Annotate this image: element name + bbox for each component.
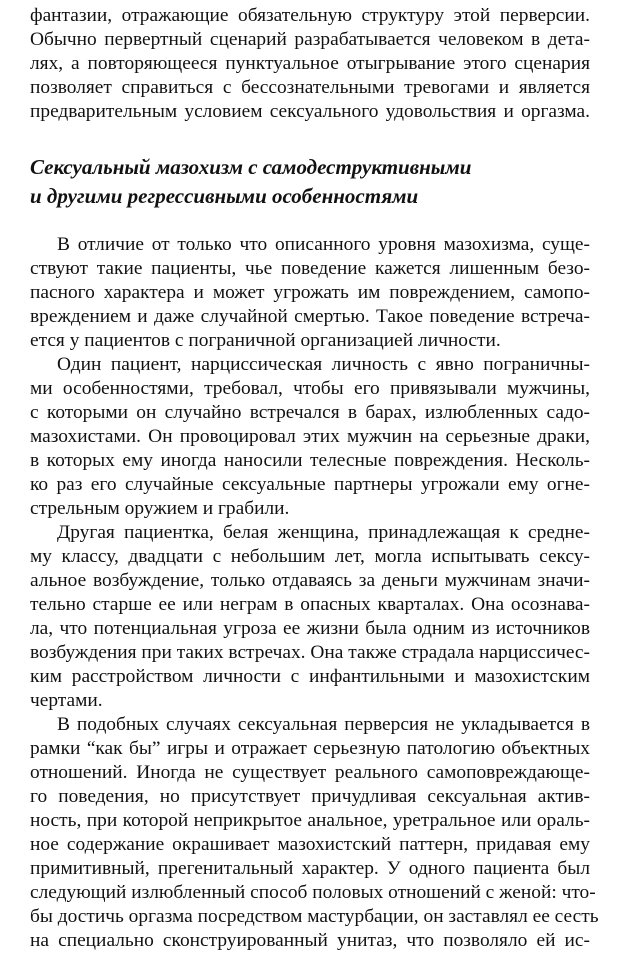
section-heading-line: Сексуальный мазохизм с самодеструктивными xyxy=(30,155,472,179)
text-line: В подобных случаях сексуальная перверсия не укладывается в xyxy=(57,714,590,735)
text-line: отношений. Иногда не существует реального самоповреждающе- xyxy=(30,762,590,783)
text-line: лях, а повторяющееся пунктуальное отыгрывание этого сценария xyxy=(30,53,590,74)
text-line: альное возбуждение, только отдаваясь за деньги мужчинам значи- xyxy=(30,570,590,591)
text-line: рамки “как бы” игры и отражает серьезную патологию объектных xyxy=(30,738,590,759)
text-line: стрельным оружием и грабили. xyxy=(30,498,290,519)
text-line: в которых ему иногда наносили телесные повреждения. Несколь- xyxy=(30,450,590,471)
text-line: возбуждения при таких встречах. Она также страдала нарциссичес- xyxy=(30,642,590,663)
text-line: примитивный, прегенитальный характер. У одного пациента был xyxy=(30,858,590,879)
text-line: ствуют такие пациенты, чье поведение кажется лишенным безо- xyxy=(30,258,590,279)
text-line: мазохистами. Он провоцировал этих мужчин на серьезные драки, xyxy=(30,426,590,447)
text-line: тельно старше ее или неграм в опасных кварталах. Она осознава- xyxy=(30,594,590,615)
text-line: ко раз его случайные сексуальные партнеры угрожали ему огне- xyxy=(30,474,590,495)
text-line: Один пациент, нарциссическая личность с явно пограничны- xyxy=(57,354,590,375)
text-line: с которыми он случайно встречался в барах, излюбленных садо- xyxy=(30,402,590,423)
text-line: В отличие от только что описанного уровня мазохизма, суще- xyxy=(57,234,590,255)
text-line: предварительным условием сексуального удовольствия и оргазма. xyxy=(30,101,590,122)
text-line: ность, при которой неприкрытое анальное, уретральное или ораль- xyxy=(30,810,590,831)
text-line: ми особенностями, требовал, чтобы его привязывали мужчины, xyxy=(30,378,590,399)
section-heading-line: и другими регрессивными особенностями xyxy=(30,184,419,208)
text-line: Обычно первертный сценарий разрабатывается человеком в дета- xyxy=(30,29,590,50)
text-line: вреждением и даже случайной смертью. Такое поведение встреча- xyxy=(30,306,590,327)
text-line: на специально сконструированный унитаз, что позволяло ей ис- xyxy=(30,930,590,951)
text-line: фантазии, отражающие обязательную структуру этой перверсии. xyxy=(30,5,590,26)
text-line: чертами. xyxy=(30,690,103,711)
text-line: бы достичь оргазма посредством мастурбации, он заставлял ее сесть xyxy=(30,906,599,927)
text-line: следующий излюбленный способ половых отношений с женой: что- xyxy=(30,882,596,903)
text-line: ким расстройством личности с инфантильными и мазохистским xyxy=(30,666,590,687)
text-line: пасного характера и может угрожать им повреждением, самопо- xyxy=(30,282,590,303)
text-line: му классу, двадцати с небольшим лет, могла испытывать сексу- xyxy=(30,546,590,567)
text-line: ное содержание окрашивает мазохистский паттерн, придавая ему xyxy=(30,834,590,855)
text-line: Другая пациентка, белая женщина, принадлежащая к средне- xyxy=(57,522,590,543)
text-line: позволяет справиться с бессознательными тревогами и является xyxy=(30,77,590,98)
text-line: го поведения, но присутствует причудливая сексуальная актив- xyxy=(30,786,590,807)
text-line: ется у пациентов с пограничной организацией личности. xyxy=(30,330,501,351)
text-line: ла, что потенциальная угроза ее жизни была одним из источников xyxy=(30,618,590,639)
